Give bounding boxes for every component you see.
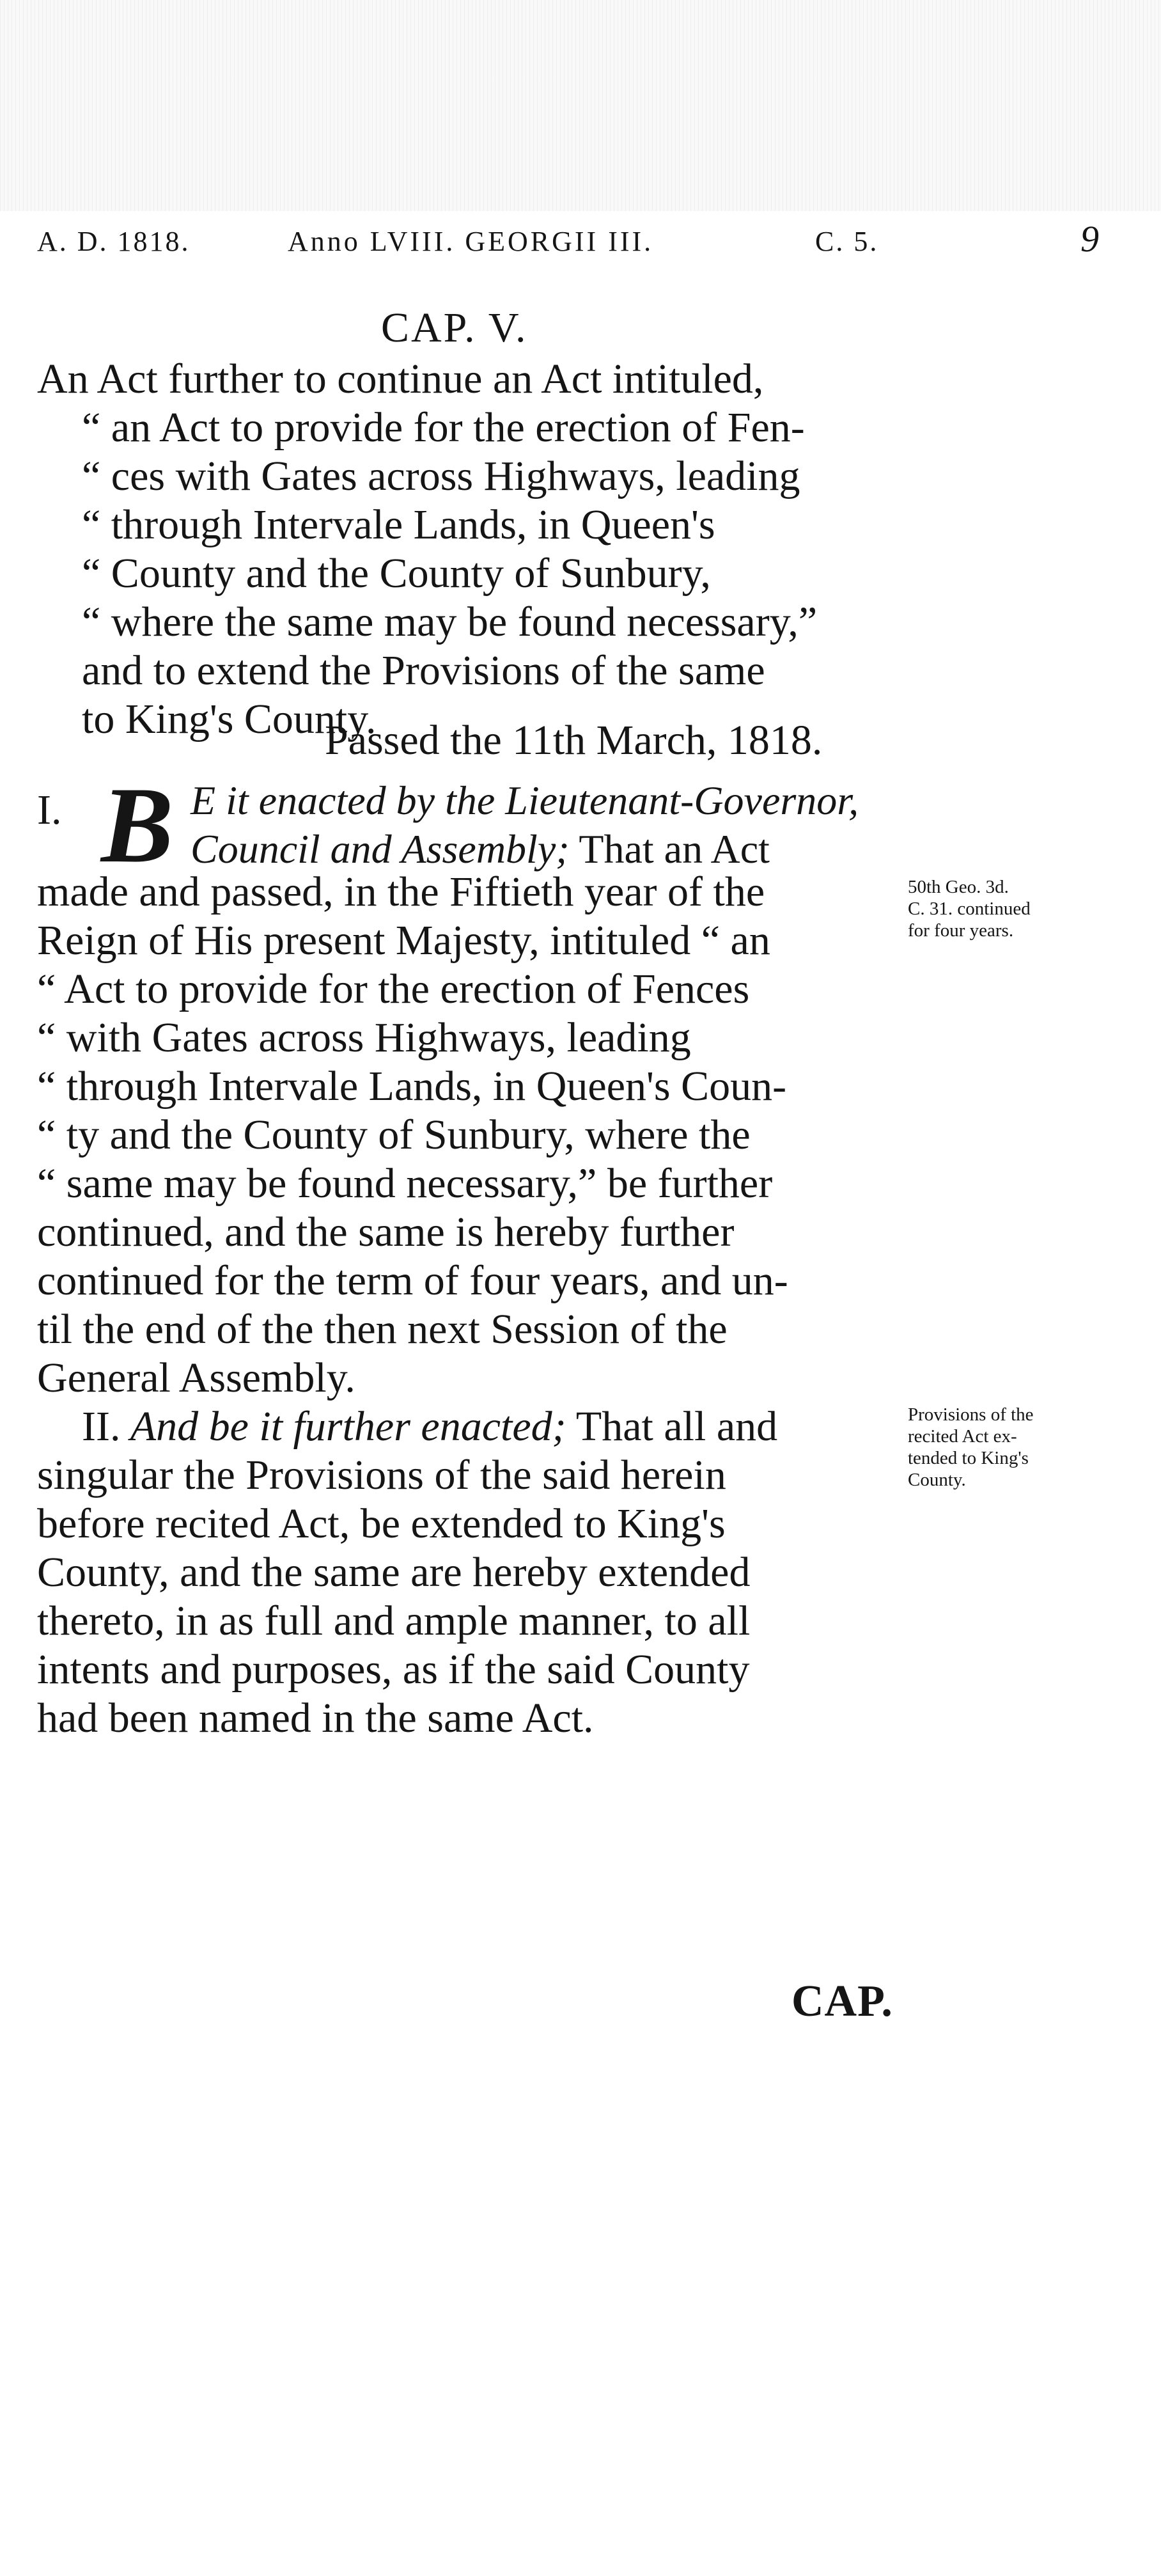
section-two-line: had been named in the same Act. (37, 1695, 594, 1741)
catchword: CAP. (791, 1977, 893, 2026)
enacting-clause-roman: That an Act (569, 826, 770, 872)
enacting-clause-line: E it enacted by the Lieutenant-Governor, (191, 778, 859, 823)
section-one-line: Reign of His present Majesty, intituled “ an (37, 917, 770, 964)
running-header-regnal-year: Anno LVIII. GEORGII III. (288, 226, 654, 257)
section-one-line: continued, and the same is hereby further (37, 1209, 735, 1255)
section-two-line: before recited Act, be extended to King's (37, 1500, 726, 1547)
section-one-line: General Assembly. (37, 1355, 355, 1401)
page-number: 9 (1080, 218, 1101, 260)
running-header-year: A. D. 1818. (37, 226, 191, 257)
margin-note-section-one (908, 876, 1112, 941)
margin-note-line: recited Act ex- (908, 1426, 1017, 1447)
long-title-line: to King's County. (82, 696, 377, 742)
passed-date: Passed the 11th March, 1818. (325, 717, 823, 764)
section-one-line: “ ty and the County of Sunbury, where the (37, 1111, 751, 1158)
section-number: I. (37, 787, 62, 833)
chapter-title: CAP. V. (381, 304, 528, 351)
margin-note-line: County. (908, 1470, 966, 1490)
long-title-line: “ where the same may be found necessary,” (82, 599, 818, 645)
margin-note-section-two (908, 1404, 1112, 1491)
enacting-clause-italic: Council and Assembly; (191, 826, 570, 872)
section-one-line: continued for the term of four years, and un- (37, 1257, 788, 1304)
enacting-clause-line (191, 826, 770, 873)
section-one-line: “ same may be found necessary,” be further (37, 1160, 773, 1207)
section-one-line: “ Act to provide for the erection of Fences (37, 966, 750, 1012)
section-two-lead-rest: That all and (566, 1403, 778, 1450)
margin-note-line: for four years. (908, 920, 1014, 941)
long-title-line: “ County and the County of Sunbury, (82, 550, 711, 597)
section-two-line: singular the Provisions of the said herein (37, 1452, 726, 1498)
section-one-line: “ with Gates across Highways, leading (37, 1014, 691, 1061)
margin-note-line: 50th Geo. 3d. (908, 877, 1009, 897)
margin-note-line: C. 31. continued (908, 899, 1031, 919)
section-one-line: made and passed, in the Fiftieth year of the (37, 868, 765, 915)
section-one-line: “ through Intervale Lands, in Queen's Coun- (37, 1063, 787, 1110)
long-title-line: An Act further to continue an Act intituled, (37, 356, 764, 402)
long-title-line: “ an Act to provide for the erection of Fen- (82, 404, 805, 451)
section-two-lead-line (82, 1402, 777, 1451)
long-title-line: “ ces with Gates across Highways, leading (82, 453, 800, 499)
section-one-line: til the end of the then next Session of the (37, 1306, 728, 1353)
drop-cap: B (101, 765, 174, 885)
section-two-number: II. (82, 1403, 121, 1450)
section-two-line: County, and the same are hereby extended (37, 1549, 751, 1596)
margin-note-line: Provisions of the (908, 1404, 1034, 1425)
long-title-line: “ through Intervale Lands, in Queen's (82, 501, 715, 548)
long-title-line: and to extend the Provisions of the same (82, 647, 765, 694)
section-two-line: thereto, in as full and ample manner, to all (37, 1598, 751, 1644)
section-two-line: intents and purposes, as if the said County (37, 1646, 750, 1693)
running-header-chapter: C. 5. (815, 226, 879, 257)
section-two-enacting: And be it further enacted; (120, 1403, 566, 1450)
margin-note-line: tended to King's (908, 1448, 1029, 1468)
